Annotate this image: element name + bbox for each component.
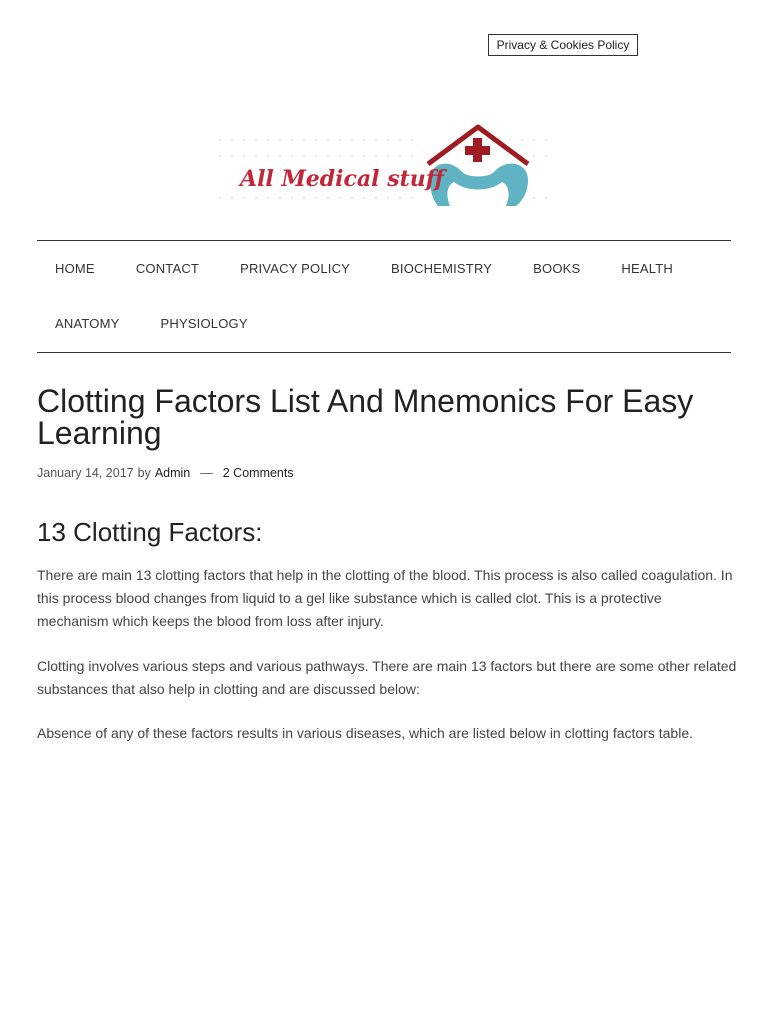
article-paragraph: Absence of any of these factors results in various diseases, which are listed below in clotting factors table.: [37, 725, 694, 741]
nav-item-physiology[interactable]: PHYSIOLOGY: [160, 316, 248, 331]
article-by: by: [137, 466, 151, 480]
logo-medical-cross-icon: [465, 138, 490, 162]
logo-swoosh-icon: [430, 164, 528, 206]
article-paragraph: There are main 13 clotting factors that help in the clotting of the blood. This process is also called coagulation. In this process blood changes from liquid to a gel like substance which is called clot. This is a protective mechanism which keeps the blood from loss after injury.: [37, 567, 733, 629]
meta-separator: —: [200, 466, 213, 480]
section-heading: 13 Clotting Factors:: [37, 517, 263, 547]
nav-item-home[interactable]: HOME: [55, 261, 95, 276]
article-title: Clotting Factors List And Mnemonics For Easy Learning: [37, 383, 694, 451]
article-date: January 14, 2017: [37, 466, 134, 480]
article-paragraph: Clotting involves various steps and various pathways. There are main 13 factors but there are some other related substances that also help in clotting and are discussed below:: [37, 658, 737, 697]
nav-item-health[interactable]: HEALTH: [621, 261, 673, 276]
nav-item-contact[interactable]: CONTACT: [135, 261, 200, 276]
article-comments-link[interactable]: 2 Comments: [222, 466, 294, 480]
main-navigation: [37, 240, 731, 353]
site-logo[interactable]: [210, 122, 555, 208]
nav-item-books[interactable]: BOOKS: [533, 261, 581, 276]
privacy-cookies-policy-button[interactable]: Privacy & Cookies Policy: [488, 34, 638, 56]
nav-item-anatomy[interactable]: ANATOMY: [55, 316, 120, 331]
nav-item-biochemistry[interactable]: BIOCHEMISTRY: [391, 261, 493, 276]
nav-item-privacy-policy[interactable]: PRIVACY POLICY: [240, 261, 351, 276]
article-meta: [37, 466, 294, 480]
article-author-link[interactable]: Admin: [154, 466, 191, 480]
logo-text: All Medical stuff: [240, 166, 444, 192]
